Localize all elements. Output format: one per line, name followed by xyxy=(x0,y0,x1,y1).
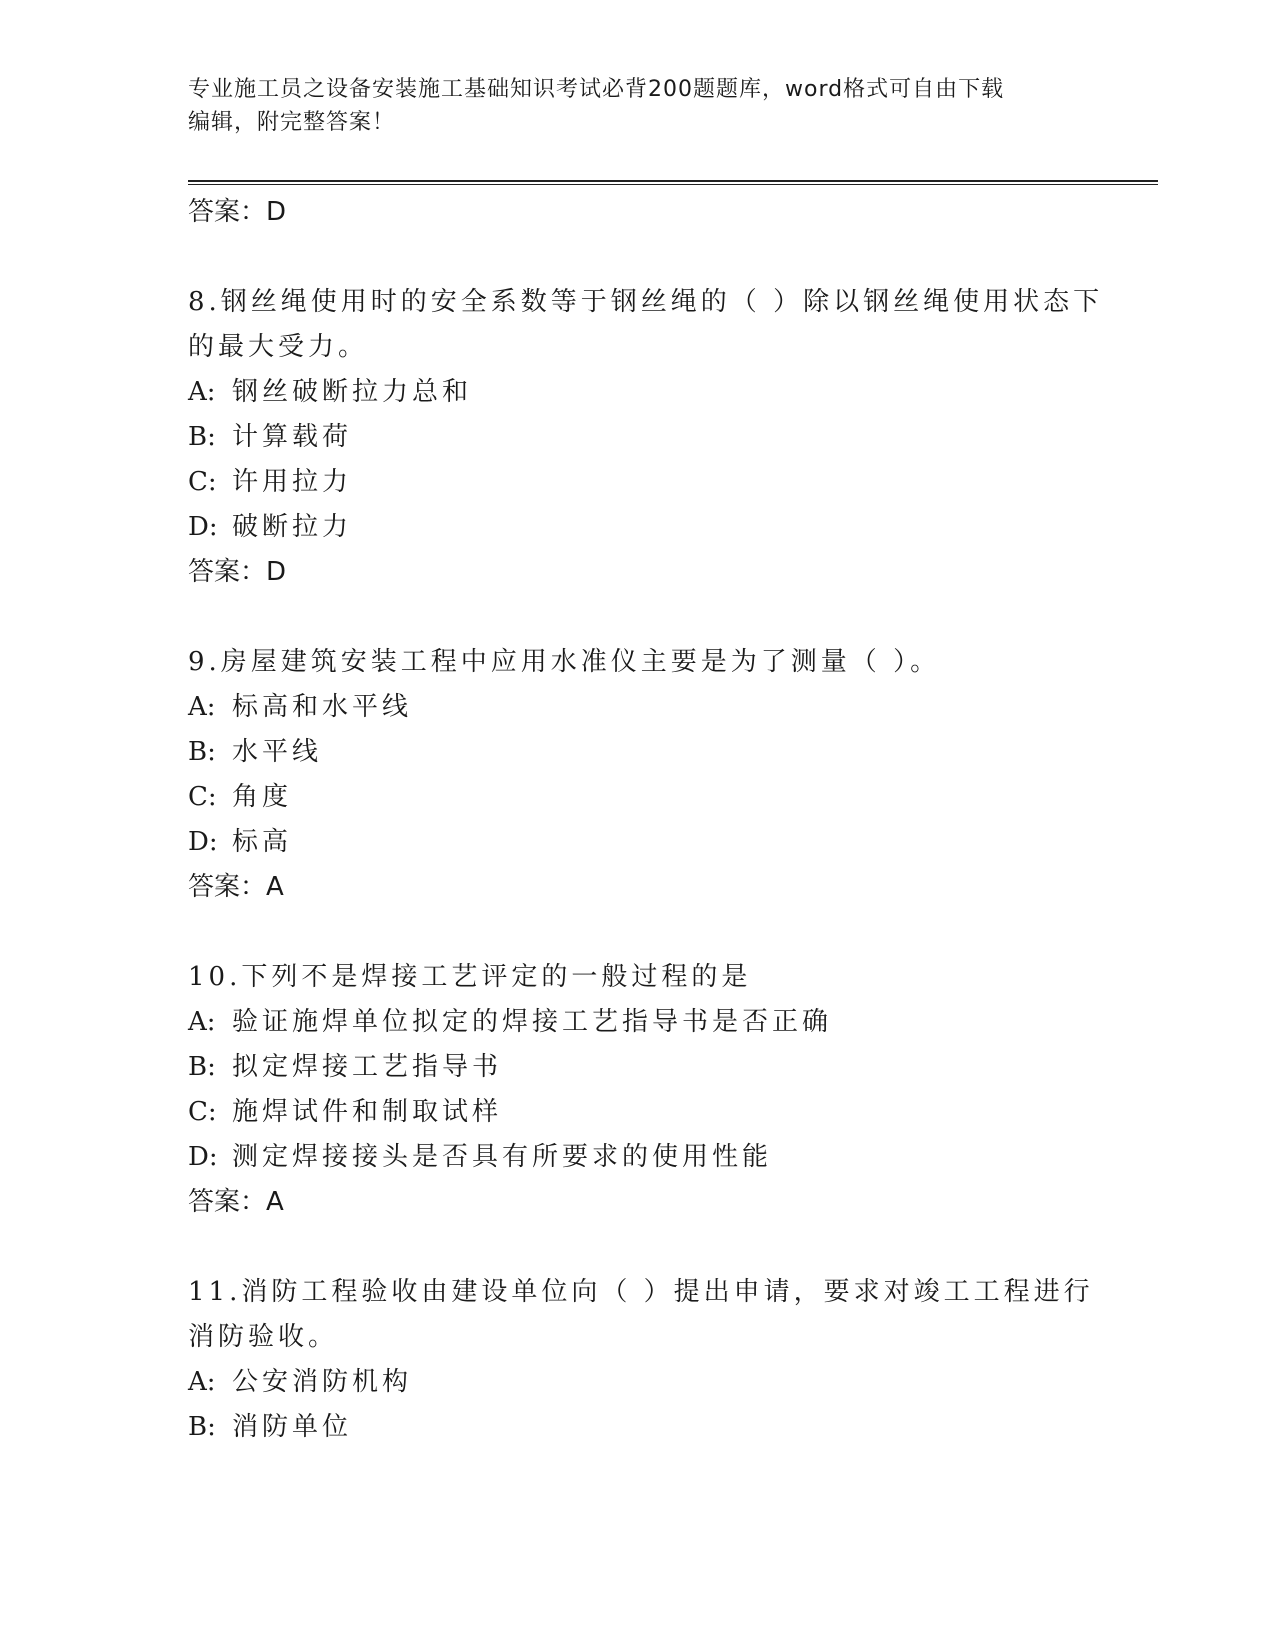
option-b xyxy=(188,1405,1128,1450)
option-text: 水平线 xyxy=(232,737,323,767)
option-d xyxy=(188,820,1128,865)
option-letter: C: xyxy=(188,1097,217,1127)
option-letter: A: xyxy=(188,1367,216,1397)
option-text: 施焊试件和制取试样 xyxy=(232,1097,503,1127)
question-block xyxy=(188,280,1128,595)
option-text: 许用拉力 xyxy=(232,467,353,497)
option-text: 标高和水平线 xyxy=(232,692,413,722)
option-c xyxy=(188,1090,1128,1135)
option-text: 计算载荷 xyxy=(232,422,353,452)
option-text: 公安消防机构 xyxy=(232,1367,413,1397)
option-a xyxy=(188,370,1128,415)
spacer xyxy=(188,595,1128,640)
option-text: 测定焊接接头是否具有所要求的使用性能 xyxy=(232,1142,773,1172)
option-b xyxy=(188,415,1128,460)
spacer xyxy=(188,235,1128,280)
option-letter: C: xyxy=(188,467,217,497)
question-block xyxy=(188,1270,1128,1450)
spacer xyxy=(188,1225,1128,1270)
spacer xyxy=(188,910,1128,955)
option-text: 破断拉力 xyxy=(232,512,353,542)
option-letter: D: xyxy=(188,512,218,542)
option-text: 消防单位 xyxy=(232,1412,353,1442)
option-text: 角度 xyxy=(232,782,293,812)
option-letter: C: xyxy=(188,782,217,812)
question-block xyxy=(188,955,1128,1225)
option-c xyxy=(188,775,1128,820)
option-letter: B: xyxy=(188,422,216,452)
answer-line: 答案：D xyxy=(188,197,287,227)
option-text: 标高 xyxy=(232,827,293,857)
option-letter: A: xyxy=(188,1007,216,1037)
question-text: 10.下列不是焊接工艺评定的一般过程的是 xyxy=(188,962,752,992)
option-d xyxy=(188,505,1128,550)
option-letter: D: xyxy=(188,827,218,857)
option-letter: B: xyxy=(188,1052,216,1082)
page-header xyxy=(188,73,1088,139)
option-d xyxy=(188,1135,1128,1180)
answer-line: 答案：A xyxy=(188,1187,284,1217)
question-block xyxy=(188,640,1128,910)
option-b xyxy=(188,1045,1128,1090)
option-letter: B: xyxy=(188,737,216,767)
option-a xyxy=(188,1360,1128,1405)
question-text: 9.房屋建筑安装工程中应用水准仪主要是为了测量（ ）。 xyxy=(188,647,941,677)
option-letter: D: xyxy=(188,1142,218,1172)
option-b xyxy=(188,730,1128,775)
option-a xyxy=(188,1000,1128,1045)
option-letter: B: xyxy=(188,1412,216,1442)
header-divider xyxy=(188,180,1158,185)
question-list xyxy=(188,190,1128,1450)
option-c xyxy=(188,460,1128,505)
header-line-2: 编辑，附完整答案！ xyxy=(188,110,396,135)
question-text: 消防验收。 xyxy=(188,1322,339,1352)
option-letter: A: xyxy=(188,692,216,722)
option-a xyxy=(188,685,1128,730)
option-letter: A: xyxy=(188,377,216,407)
option-text: 拟定焊接工艺指导书 xyxy=(232,1052,503,1082)
option-text: 钢丝破断拉力总和 xyxy=(232,377,473,407)
header-line-1: 专业施工员之设备安装施工基础知识考试必背200题题库，word格式可自由下载 xyxy=(188,77,1005,102)
question-text: 11.消防工程验收由建设单位向（ ）提出申请，要求对竣工工程进行 xyxy=(188,1277,1094,1307)
question-text: 的最大受力。 xyxy=(188,332,369,362)
answer-line: 答案：A xyxy=(188,872,284,902)
answer-line: 答案：D xyxy=(188,557,287,587)
option-text: 验证施焊单位拟定的焊接工艺指导书是否正确 xyxy=(232,1007,833,1037)
question-text: 8.钢丝绳使用时的安全系数等于钢丝绳的（ ）除以钢丝绳使用状态下 xyxy=(188,287,1104,317)
